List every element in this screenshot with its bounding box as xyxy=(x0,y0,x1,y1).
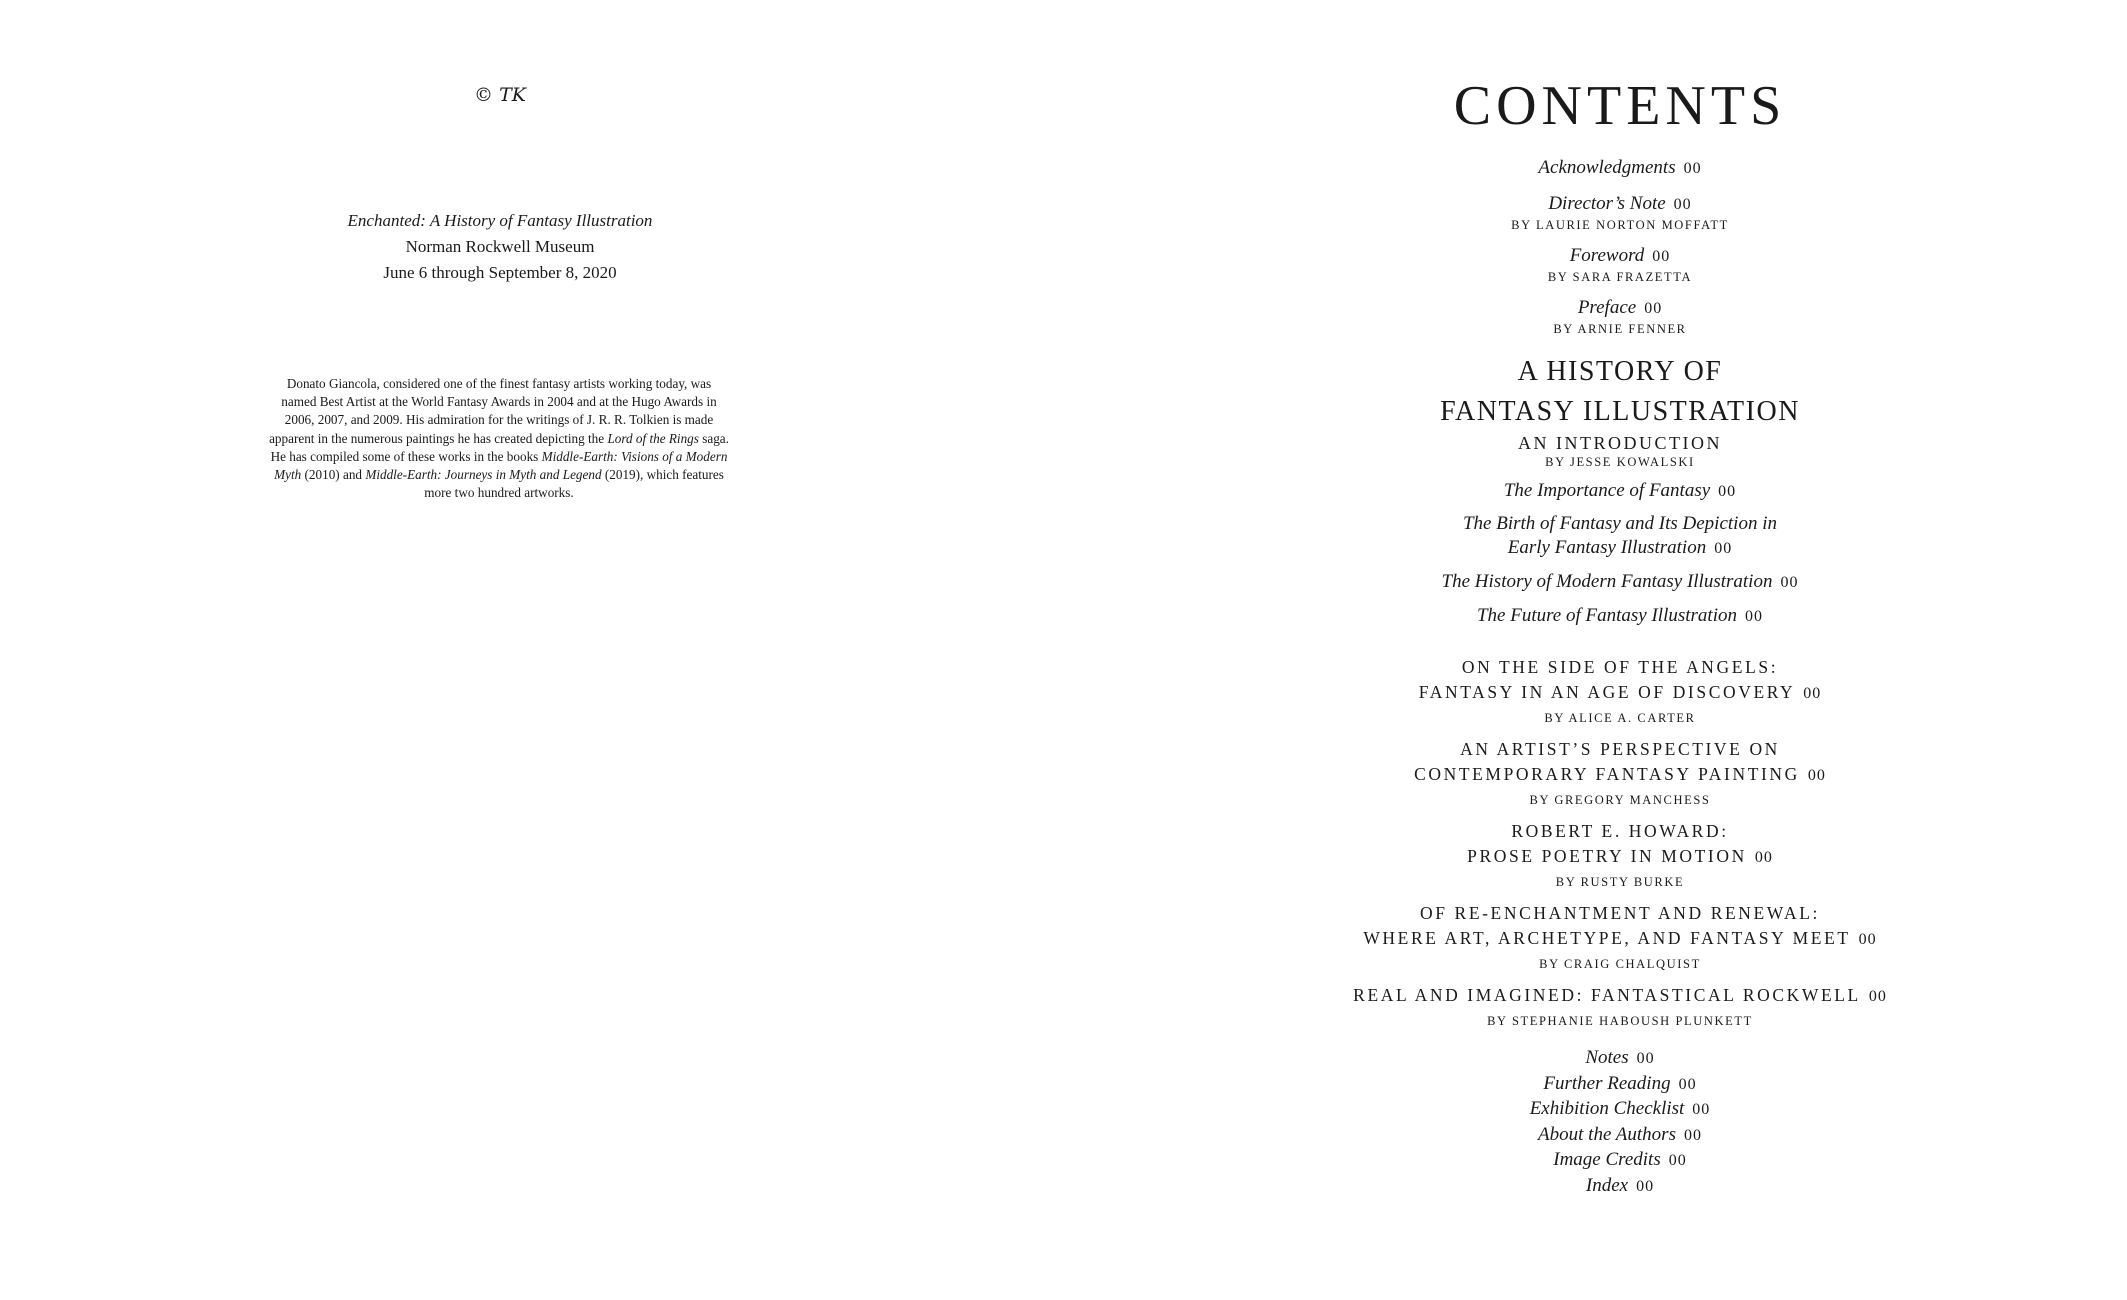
page-number: 00 xyxy=(1636,1177,1655,1195)
essay-title-line2: FANTASY IN AN AGE OF DISCOVERY xyxy=(1418,682,1796,702)
history-title-line2: FANTASY ILLUSTRATION xyxy=(1440,396,1800,427)
contents-heading: CONTENTS xyxy=(1453,75,1787,137)
toc-entry-modern-history[interactable] xyxy=(1260,569,1980,595)
left-page xyxy=(0,0,1000,1300)
back-matter-list xyxy=(1260,1046,1980,1200)
toc-entry-image-credits[interactable] xyxy=(1260,1148,1980,1174)
essay-title: REAL AND IMAGINED: FANTASTICAL ROCKWELL xyxy=(1353,985,1861,1005)
toc-entry-title: Exhibition Checklist xyxy=(1529,1098,1685,1120)
byline: BY SARA FRAZETTA xyxy=(1547,270,1693,284)
essays-list xyxy=(1260,655,1980,1040)
essay-title-line1: ROBERT E. HOWARD: xyxy=(1511,821,1729,841)
page-number: 00 xyxy=(1780,574,1799,591)
bio-text-2: saga. He has compiled some of these works in the books xyxy=(270,430,729,464)
toc-entry-notes[interactable] xyxy=(1260,1046,1980,1072)
page-number: 00 xyxy=(1807,767,1826,784)
page-number: 00 xyxy=(1868,988,1887,1005)
byline: BY STEPHANIE HABOUSH PLUNKETT xyxy=(1487,1014,1753,1028)
toc-entry-foreword[interactable] xyxy=(1260,243,1980,285)
page-number: 00 xyxy=(1678,1075,1697,1093)
toc-entry-title: The Future of Fantasy Illustration xyxy=(1476,605,1737,626)
bio-text-4: (2019), which features more two hundred artworks. xyxy=(424,467,724,501)
byline: BY RUSTY BURKE xyxy=(1555,875,1685,889)
page-number: 00 xyxy=(1692,1101,1711,1119)
toc-entry-title: Further Reading xyxy=(1543,1072,1671,1094)
toc-entry-title: Acknowledgments xyxy=(1538,157,1676,178)
essay-title-line1: ON THE SIDE OF THE ANGELS: xyxy=(1461,657,1779,677)
essay-title-line1: AN ARTIST’S PERSPECTIVE ON xyxy=(1460,739,1780,759)
toc-entry-birth-of-fantasy[interactable] xyxy=(1260,512,1980,561)
page-number: 00 xyxy=(1683,1126,1702,1144)
toc-entry-title: Preface xyxy=(1577,297,1637,318)
toc-entry-index[interactable] xyxy=(1260,1174,1980,1200)
book-title-visions: Middle-Earth: Visions of a Modern Myth xyxy=(274,448,728,483)
toc-entry-title: About the Authors xyxy=(1538,1123,1676,1145)
toc-entry-title: The History of Modern Fantasy Illustration xyxy=(1441,571,1773,592)
toc-entry-title: Index xyxy=(1585,1174,1629,1196)
essay-title-line2: PROSE POETRY IN MOTION xyxy=(1467,846,1747,866)
byline: BY GREGORY MANCHESS xyxy=(1529,793,1711,807)
history-title-line1: A HISTORY OF xyxy=(1517,356,1723,387)
history-section xyxy=(1260,352,1980,629)
toc-entry-title: Director’s Note xyxy=(1548,193,1666,214)
toc-entry-acknowledgments[interactable] xyxy=(1260,155,1980,181)
front-matter-list xyxy=(1260,155,1980,347)
page-number: 00 xyxy=(1718,483,1737,500)
page-number: 00 xyxy=(1673,196,1692,213)
page-number: 00 xyxy=(1636,1050,1655,1067)
book-title-journeys: Middle-Earth: Journeys in Myth and Legend xyxy=(365,467,602,483)
essay-title-line2: CONTEMPORARY FANTASY PAINTING xyxy=(1414,764,1800,784)
bio-text-1: Donato Giancola, considered one of the finest fantasy artists working today, was named Best Artist at the World Fantasy Awards in 2004 and at the Hugo Awards in 2006, 2007, and 2009. His admiration for the writings of J. R. R. Tolkien is made apparent in the numerous paintings he has created depicting the xyxy=(269,376,717,446)
page-number: 00 xyxy=(1668,1152,1687,1170)
byline: BY CRAIG CHALQUIST xyxy=(1539,957,1701,971)
right-page xyxy=(1260,0,1980,1300)
toc-entry-title-line2: Early Fantasy Illustration xyxy=(1507,537,1707,558)
essay-title-line2: WHERE ART, ARCHETYPE, AND FANTASY MEET xyxy=(1363,928,1851,948)
history-byline: BY JESSE KOWALSKI xyxy=(1545,455,1695,469)
caption-paragraph xyxy=(268,375,730,502)
toc-entry-re-enchantment[interactable] xyxy=(1260,901,1980,972)
exhibition-info xyxy=(250,208,750,286)
toc-entry-further-reading[interactable] xyxy=(1260,1072,1980,1098)
page-number: 00 xyxy=(1644,300,1663,317)
page-number: 00 xyxy=(1858,931,1877,948)
toc-entry-importance[interactable] xyxy=(1260,478,1980,504)
toc-entry-robert-howard[interactable] xyxy=(1260,819,1980,890)
page-number: 00 xyxy=(1803,685,1822,702)
toc-entry-real-and-imagined[interactable] xyxy=(1260,983,1980,1029)
book-title-lotr: Lord of the Rings xyxy=(607,430,699,446)
byline: BY ARNIE FENNER xyxy=(1553,322,1687,336)
exhibition-title: Enchanted: A History of Fantasy Illustration xyxy=(347,211,653,230)
page-number: 00 xyxy=(1754,849,1773,866)
page-number: 00 xyxy=(1683,160,1702,177)
toc-entry-title: The Importance of Fantasy xyxy=(1503,480,1711,501)
toc-entry-directors-note[interactable] xyxy=(1260,191,1980,233)
exhibition-museum: Norman Rockwell Museum xyxy=(405,237,595,256)
toc-entry-title-line1: The Birth of Fantasy and Its Depiction in xyxy=(1462,513,1777,534)
exhibition-dates: June 6 through September 8, 2020 xyxy=(383,263,617,282)
toc-entry-side-of-angels[interactable] xyxy=(1260,655,1980,726)
toc-entry-future[interactable] xyxy=(1260,603,1980,629)
toc-entry-preface[interactable] xyxy=(1260,295,1980,337)
toc-entry-artists-perspective[interactable] xyxy=(1260,737,1980,808)
page-number: 00 xyxy=(1745,608,1763,625)
page-number: 00 xyxy=(1714,540,1733,557)
toc-entry-title: Notes xyxy=(1585,1047,1629,1068)
copyright-notice: © TK xyxy=(474,84,526,106)
page-number: 00 xyxy=(1652,248,1671,265)
byline: BY ALICE A. CARTER xyxy=(1544,711,1696,725)
history-subtitle: AN INTRODUCTION xyxy=(1518,433,1722,453)
byline: BY LAURIE NORTON MOFFATT xyxy=(1511,218,1729,232)
toc-entry-title: Image Credits xyxy=(1553,1149,1661,1171)
bio-text-3: (2010) and xyxy=(301,467,366,483)
essay-title-line1: OF RE-ENCHANTMENT AND RENEWAL: xyxy=(1420,903,1820,923)
toc-entry-about-authors[interactable] xyxy=(1260,1123,1980,1149)
toc-entry-exhibition-checklist[interactable] xyxy=(1260,1097,1980,1123)
toc-entry-title: Foreword xyxy=(1569,245,1645,266)
